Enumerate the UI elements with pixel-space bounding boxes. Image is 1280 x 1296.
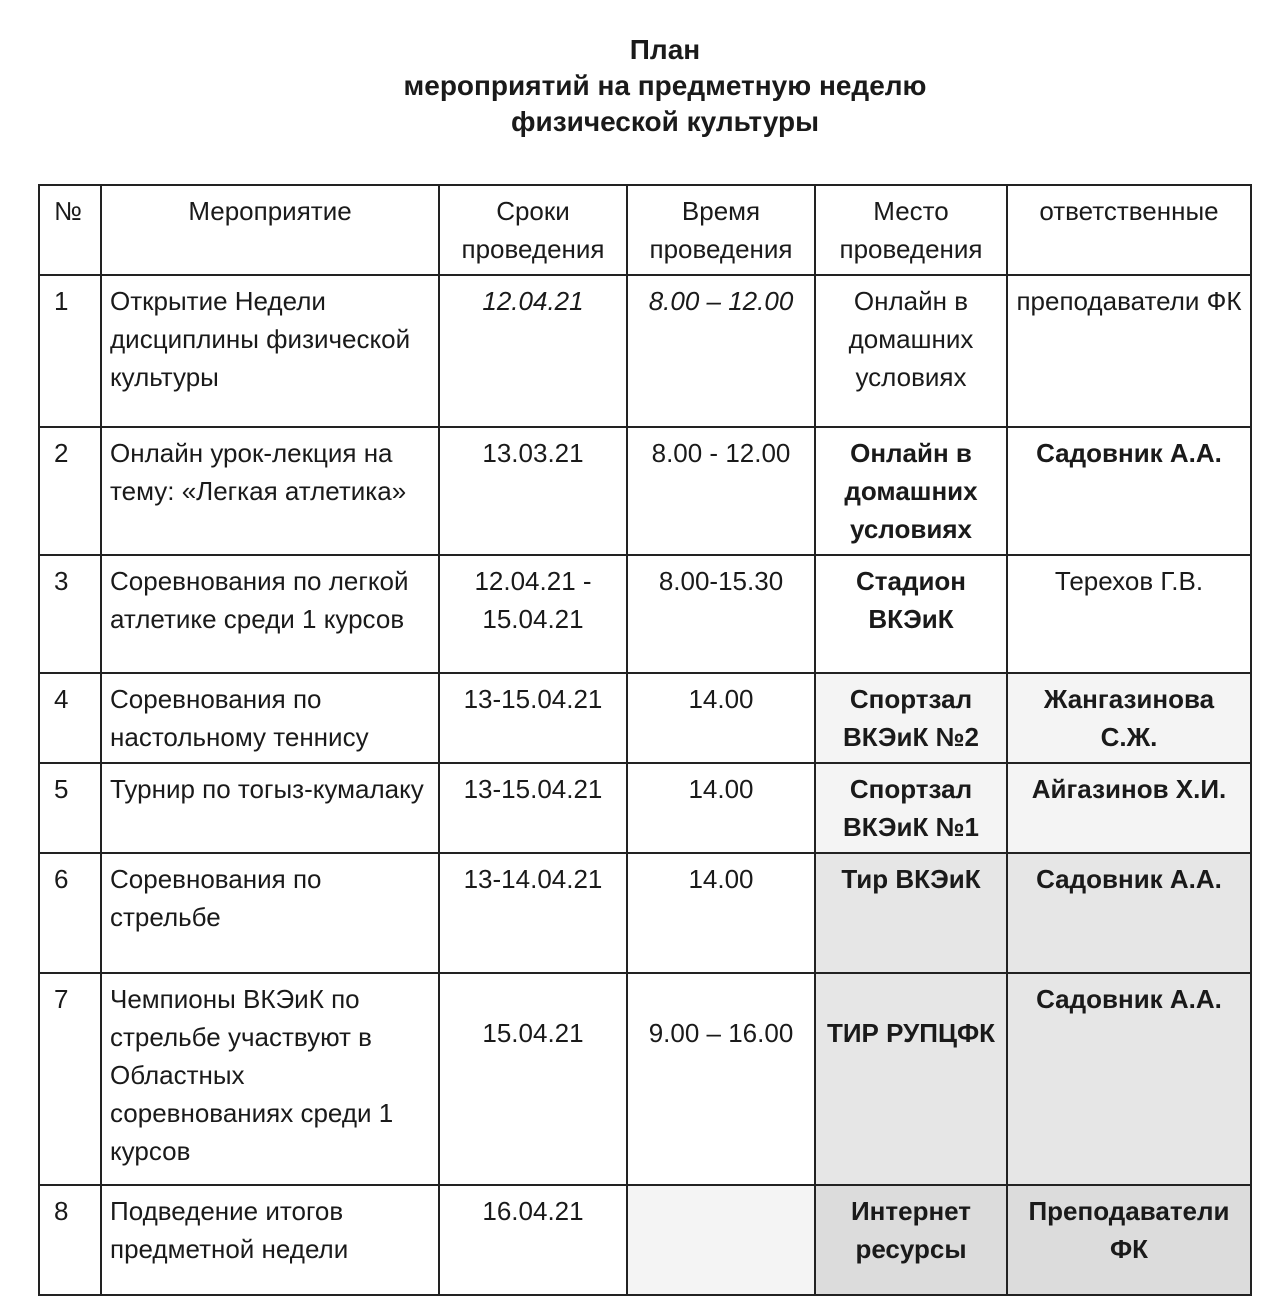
row-responsible: Преподаватели ФК [1007, 1185, 1251, 1295]
row-event: Открытие Недели дисциплины физической культуры [101, 275, 439, 427]
row-time: 14.00 [627, 673, 815, 763]
row-place: Спортзал ВКЭиК №2 [815, 673, 1007, 763]
row-time: 9.00 – 16.00 [627, 973, 815, 1185]
row-time: 8.00 - 12.00 [627, 427, 815, 555]
title-line-1: План [629, 34, 701, 65]
row-responsible: преподаватели ФК [1007, 275, 1251, 427]
title-line-3: физической культуры [511, 106, 819, 137]
row-place: Онлайн в домашних условиях [815, 427, 1007, 555]
row-place: Онлайн в домашних условиях [815, 275, 1007, 427]
row-num: 7 [39, 973, 101, 1185]
row-dates: 13-14.04.21 [439, 853, 627, 973]
row-time [627, 1185, 815, 1295]
row-place: Интернет ресурсы [815, 1185, 1007, 1295]
row-place: Спортзал ВКЭиК №1 [815, 763, 1007, 853]
row-responsible: Садовник А.А. [1007, 973, 1251, 1185]
row-time: 8.00 – 12.00 [627, 275, 815, 427]
row-num: 6 [39, 853, 101, 973]
row-event: Соревнования по стрельбе [101, 853, 439, 973]
row-num: 5 [39, 763, 101, 853]
row-responsible: Садовник А.А. [1007, 853, 1251, 973]
row-place: ТИР РУПЦФК [815, 973, 1007, 1185]
header-event: Мероприятие [101, 185, 439, 275]
row-responsible: Садовник А.А. [1007, 427, 1251, 555]
header-time: Время проведения [627, 185, 815, 275]
table-row [39, 275, 1251, 427]
row-dates: 12.04.21 - 15.04.21 [439, 555, 627, 673]
header-dates: Сроки проведения [439, 185, 627, 275]
row-time: 14.00 [627, 853, 815, 973]
row-responsible: Айгазинов Х.И. [1007, 763, 1251, 853]
row-time: 8.00-15.30 [627, 555, 815, 673]
document-title [25, 32, 1280, 140]
title-line-2: мероприятий на предметную неделю [403, 70, 927, 101]
row-event: Онлайн урок-лекция на тему: «Легкая атлетика» [101, 427, 439, 555]
row-responsible: Терехов Г.В. [1007, 555, 1251, 673]
row-dates: 13-15.04.21 [439, 763, 627, 853]
row-num: 4 [39, 673, 101, 763]
row-dates: 13.03.21 [439, 427, 627, 555]
table-row [39, 1185, 1251, 1295]
table-row [39, 973, 1251, 1185]
row-num: 2 [39, 427, 101, 555]
row-num: 3 [39, 555, 101, 673]
row-dates: 15.04.21 [439, 973, 627, 1185]
row-dates: 12.04.21 [439, 275, 627, 427]
row-dates: 13-15.04.21 [439, 673, 627, 763]
row-event: Чемпионы ВКЭиК по стрельбе участвуют в Областных соревнованиях среди 1 курсов [101, 973, 439, 1185]
row-event: Турнир по тогыз-кумалаку [101, 763, 439, 853]
row-num: 1 [39, 275, 101, 427]
events-table [38, 184, 1252, 1296]
row-event: Соревнования по настольному теннису [101, 673, 439, 763]
row-dates: 16.04.21 [439, 1185, 627, 1295]
header-responsible: ответственные [1007, 185, 1251, 275]
row-time: 14.00 [627, 763, 815, 853]
row-event: Подведение итогов предметной недели [101, 1185, 439, 1295]
table-row [39, 427, 1251, 555]
row-event: Соревнования по легкой атлетике среди 1 курсов [101, 555, 439, 673]
row-place: Стадион ВКЭиК [815, 555, 1007, 673]
header-num: № [39, 185, 101, 275]
header-place: Место проведения [815, 185, 1007, 275]
row-responsible: Жангазинова С.Ж. [1007, 673, 1251, 763]
table-row [39, 555, 1251, 673]
table-row [39, 673, 1251, 763]
table-row [39, 763, 1251, 853]
row-place: Тир ВКЭиК [815, 853, 1007, 973]
table-header-row [39, 185, 1251, 275]
table-row [39, 853, 1251, 973]
row-num: 8 [39, 1185, 101, 1295]
